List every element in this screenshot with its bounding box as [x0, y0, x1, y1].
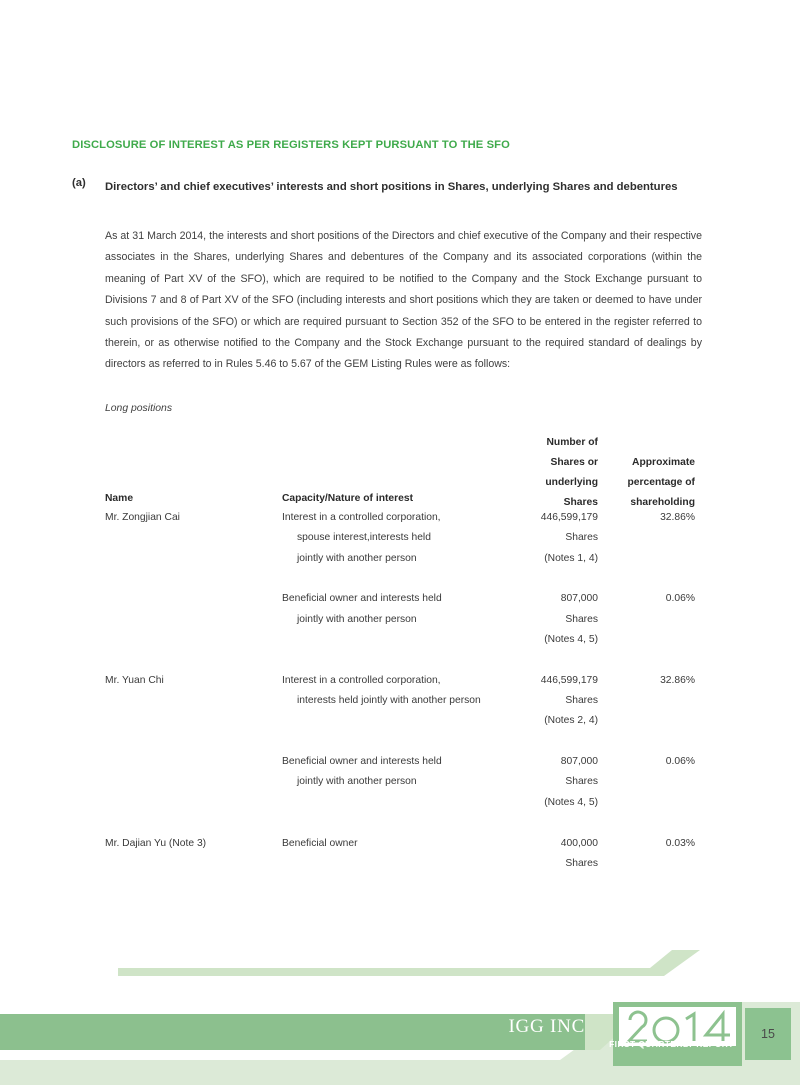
report-logo-tagline: FIRST QUARTERLY REPORT: [609, 1040, 734, 1049]
cell-shares-line: (Notes 4, 5): [544, 633, 598, 645]
cell-capacity-line: jointly with another person: [297, 613, 417, 625]
cell-shares-line: 446,599,179: [540, 512, 598, 523]
table-row: [105, 508, 700, 569]
cell-name: Mr. Dajian Yu (Note 3): [105, 837, 207, 849]
footer-company-name: IGG INC: [508, 1016, 585, 1037]
cell-shares-line: 446,599,179: [540, 674, 598, 686]
cell-percentage: 0.06%: [665, 593, 695, 605]
page-number: 15: [745, 1008, 791, 1060]
cell-shares: [485, 834, 598, 875]
cell-capacity: [282, 508, 512, 569]
cell-shares-line: 807,000: [560, 756, 598, 768]
table-header-row: [105, 430, 700, 508]
cell-shares-line: 807,000: [560, 593, 598, 605]
cell-name: Mr. Zongjian Cai: [105, 512, 180, 523]
cell-shares: [485, 589, 598, 650]
column-header-capacity: Capacity/Nature of interest: [282, 493, 414, 504]
cell-percentage: 32.86%: [660, 674, 695, 686]
cell-capacity-line: spouse interest,interests held: [297, 532, 431, 544]
clause-block: [72, 177, 702, 197]
table-row: [105, 834, 700, 875]
column-header-shares: [485, 433, 598, 513]
cell-capacity: [282, 834, 512, 854]
cell-capacity-line: interests held jointly with another person: [297, 695, 481, 707]
cell-capacity-line: Beneficial owner and interests held: [282, 756, 442, 768]
cell-shares-line: Shares: [565, 532, 598, 544]
cell-shares-line: (Notes 2, 4): [544, 715, 598, 727]
column-header-shares-line: underlying: [545, 477, 598, 488]
cell-shares-line: (Notes 1, 4): [544, 552, 598, 564]
column-header-percentage-line: shareholding: [630, 497, 695, 508]
cell-capacity: [282, 752, 512, 793]
table-row: [105, 671, 700, 732]
body-paragraph: As at 31 March 2014, the interests and short positions of the Directors and chief executive of the Company and their respective associates in the Shares, underlying Shares and debentures of the Company and its associated corporations (within the meaning of Part XV of the SFO), which are required to be notified to the Company and the Stock Exchange pursuant to Divisions 7 and 8 of Part XV of the SFO (including interests and short positions which they are taken or deemed to have under such provisions of the SFO) or which are required pursuant to Section 352 of the SFO to be entered in the register referred to therein, or as otherwise notified to the Company and the Stock Exchange pursuant to the required standard of dealings by directors as referred to in Rules 5.46 to 5.67 of the GEM Listing Rules were as follows:: [105, 230, 702, 371]
column-header-shares-line: Shares or: [550, 457, 598, 468]
cell-shares: [485, 752, 598, 813]
column-header-percentage-line: Approximate: [632, 457, 695, 468]
page-title: DISCLOSURE OF INTEREST AS PER REGISTERS KEPT PURSUANT TO THE SFO: [72, 139, 510, 151]
clause-marker: (a): [72, 177, 86, 189]
cell-percentage: 0.06%: [665, 756, 695, 768]
column-header-shares-line: Number of: [546, 437, 598, 448]
cell-capacity-line: jointly with another person: [297, 552, 417, 564]
cell-shares-line: Shares: [565, 613, 598, 625]
clause-title: Directors’ and chief executives’ interests and short positions in Shares, underlying Shares and debentures: [105, 181, 678, 193]
cell-capacity-line: Interest in a controlled corporation,: [282, 674, 441, 686]
table-caption: Long positions: [105, 403, 173, 414]
column-header-percentage-line: percentage of: [627, 477, 695, 488]
column-header-percentage: [610, 453, 695, 513]
cell-percentage: 0.03%: [665, 837, 695, 849]
holdings-table: [105, 430, 700, 874]
cell-percentage: 32.86%: [660, 512, 695, 523]
cell-shares-line: Shares: [565, 695, 598, 707]
column-header-name: Name: [105, 493, 134, 504]
cell-capacity-line: jointly with another person: [297, 776, 417, 788]
cell-capacity: [282, 671, 512, 712]
cell-capacity-line: Beneficial owner and interests held: [282, 593, 442, 605]
cell-capacity-line: Beneficial owner: [282, 837, 358, 849]
cell-shares-line: (Notes 4, 5): [544, 796, 598, 808]
table-row: [105, 752, 700, 813]
report-logo: [609, 1002, 742, 1066]
cell-shares: [485, 671, 598, 732]
cell-shares-line: Shares: [565, 776, 598, 788]
cell-shares-line: 400,000: [560, 837, 598, 849]
cell-capacity: [282, 589, 512, 630]
column-header-shares-line: Shares: [563, 497, 598, 508]
cell-shares-line: Shares: [565, 857, 598, 869]
table-body: [105, 508, 700, 874]
cell-shares: [485, 508, 598, 569]
cell-name: Mr. Yuan Chi: [105, 674, 164, 686]
table-row: [105, 589, 700, 650]
cell-capacity-line: Interest in a controlled corporation,: [282, 512, 441, 523]
